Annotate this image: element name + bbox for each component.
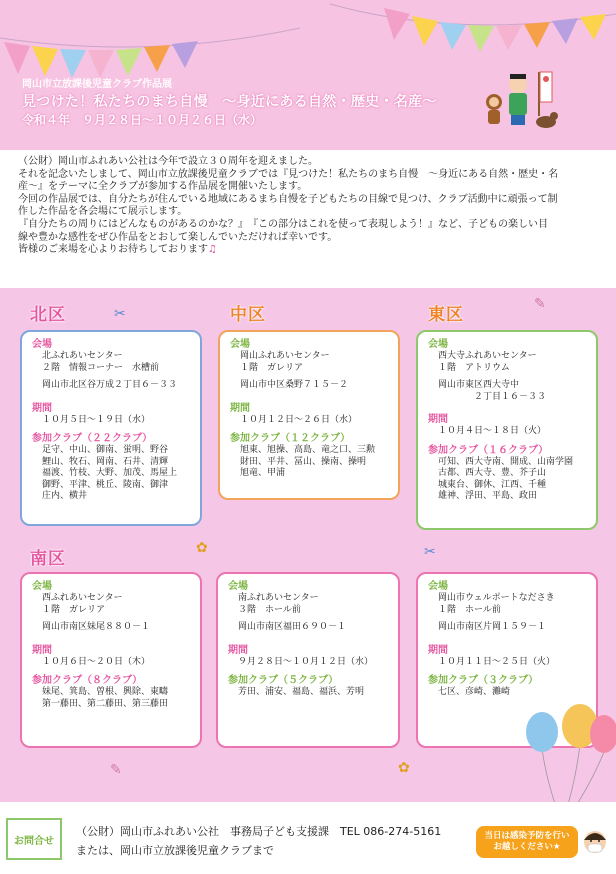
infection-notice-badge — [476, 826, 578, 858]
exhibition-title: 見つけた！私たちのまち自慢 ～身近にある自然・歴史・名産～ — [22, 94, 437, 110]
period-label: 期間 — [230, 402, 250, 414]
period-label: 期間 — [32, 402, 52, 414]
intro-line-last — [18, 244, 603, 257]
venue-floor: １階 ガレリア — [42, 604, 106, 615]
venue-address: 岡山市東区西大寺中 — [438, 380, 520, 390]
venue-address: 岡山市南区福田６９０－１ — [238, 622, 347, 632]
clubs-label: 参加クラブ（１２クラブ） — [230, 433, 351, 444]
period-value: １０月１２日～２６日（水） — [240, 414, 358, 425]
venue-label: 会場 — [228, 581, 248, 592]
club-list-line: 七区、彦崎、灘崎 — [438, 687, 511, 697]
club-list-line: 古都、西大寺、豊、芥子山 — [438, 468, 547, 478]
period-label: 期間 — [428, 414, 448, 425]
clubs-label: 参加クラブ（１６クラブ） — [428, 444, 549, 456]
intro-line: 線や豊かな感性をぜひ作品をとおして楽しんでいただければ幸いです。 — [18, 231, 338, 243]
exhibition-subtitle: 岡山市立放課後児童クラブ作品展 — [22, 79, 172, 90]
venue-address: 岡山市北区谷万成２丁目６－３３ — [42, 380, 178, 390]
club-list-line: 妹尾、箕島、曽根、興除、東疇 — [42, 687, 169, 697]
club-list-line: 庄内、横井 — [42, 491, 88, 501]
contact-line-2: または、岡山市立放課後児童クラブまで — [76, 844, 274, 857]
venue-label: 会場 — [32, 581, 52, 592]
intro-line: 作した作品を各会場にて展示します。 — [18, 206, 188, 218]
venue-card-higashi — [416, 330, 598, 530]
paint-tube-icon: ✎ — [534, 296, 546, 312]
venue-name: 北ふれあいセンター — [42, 351, 123, 361]
period-value: １０月４日～１８日（火） — [438, 426, 547, 436]
club-list-line: 雄神、浮田、平島、政田 — [438, 491, 538, 501]
ward-title-naka: 中区 — [230, 305, 266, 325]
contact-info — [76, 822, 441, 860]
glue-bottle-icon: ✿ — [398, 760, 410, 776]
intro-line: 『自分たちの周りにはどんなものがあるのかな？』 『この部分はこれを使って表現しよう！』など、子どもの楽しい目 — [18, 218, 548, 230]
club-list-line: 第一藤田、第二藤田、第三藤田 — [42, 698, 169, 709]
venue-floor: ２階 情報コーナー 水槽前 — [42, 362, 160, 373]
momotaro-illustration-icon — [480, 62, 560, 134]
ward-title-kita: 北区 — [30, 305, 66, 325]
venue-address: 岡山市南区片岡１５９－１ — [438, 622, 547, 632]
clubs-label: 参加クラブ（８クラブ） — [32, 675, 143, 686]
scissors-icon: ✂ — [114, 306, 126, 322]
scissors-icon: ✂ — [424, 544, 436, 560]
ward-title-higashi: 東区 — [428, 305, 464, 325]
clubs-label: 参加クラブ（２２クラブ） — [32, 433, 153, 444]
intro-line: （公財）岡山市ふれあい公社は今年で設立３０周年を迎えました。 — [18, 156, 318, 167]
venue-floor: １階 アトリウム — [438, 362, 510, 373]
clubs-label: 参加クラブ（５クラブ） — [228, 675, 339, 686]
masked-person-icon — [582, 828, 608, 858]
club-list-line: 御野、平津、桃丘、陵南、御津 — [42, 479, 169, 490]
venue-name: 岡山ふれあいセンター — [240, 351, 330, 361]
contact-line-1: （公財）岡山市ふれあい公社 事務局子ども支援課 TEL 086-274-5161 — [76, 825, 442, 838]
period-label: 期間 — [428, 644, 448, 656]
venue-name: 南ふれあいセンター — [238, 593, 319, 603]
club-list-line: 芳田、浦安、福島、福浜、芳明 — [238, 687, 365, 697]
notice-line-1: 当日は感染予防を行い — [484, 831, 570, 841]
intro-line: 皆様のご来場を心よりお待ちしております — [18, 244, 208, 256]
venue-card-kita — [20, 330, 202, 526]
venue-address: 岡山市中区桑野７１５－２ — [240, 380, 349, 390]
contact-label-box — [6, 818, 62, 860]
period-label: 期間 — [228, 644, 248, 656]
venue-name: 西大寺ふれあいセンター — [438, 351, 537, 361]
venue-label: 会場 — [230, 339, 250, 350]
club-list-line: 城東台、御休、江西、千種 — [438, 479, 547, 490]
header-banner — [0, 0, 616, 150]
club-list-line: 足守、中山、御南、蛍明、野谷 — [42, 445, 169, 455]
intro-text — [18, 156, 603, 257]
contact-label: お問合せ — [14, 835, 54, 847]
club-list-line: 旭竜、甲浦 — [240, 468, 286, 478]
club-list-line: 旭東、旭操、高島、竜之口、三勲 — [240, 445, 376, 455]
intro-line: 今回の作品展では、自分たちが住んでいる地域にあるまち自慢を子どもたちの目線で見つけ、クラブ活動中に頑張って制 — [18, 193, 558, 205]
venue-name: 西ふれあいセンター — [42, 593, 123, 603]
clubs-label: 参加クラブ（３クラブ） — [428, 675, 539, 686]
period-value: ９月２８日～１０月１２日（水） — [238, 656, 374, 667]
ward-title-minami: 南区 — [30, 549, 66, 569]
venue-card-minami-nishi — [20, 572, 202, 748]
period-value: １０月６日～２０日（木） — [42, 656, 151, 667]
period-value: １０月１１日～２５日（火） — [438, 656, 556, 667]
venue-label: 会場 — [428, 581, 448, 592]
club-list-line: 財田、平井、冨山、操南、操明 — [240, 456, 367, 467]
venue-floor: ３階 ホール前 — [238, 604, 301, 615]
paint-tube-icon: ✎ — [110, 762, 122, 778]
venue-floor: １階 ホール前 — [438, 604, 501, 615]
music-note-icon: ♫ — [208, 244, 217, 256]
exhibition-date: 令和４年 ９月２８日～１０月２６日（水） — [22, 113, 263, 127]
intro-line: 産～』をテーマに全クラブが参加する作品展を開催いたします。 — [18, 181, 308, 193]
venue-card-naka — [218, 330, 400, 500]
period-label: 期間 — [32, 644, 52, 656]
notice-line-2: お越しください★ — [493, 842, 561, 852]
venue-card-minami-minami — [216, 572, 400, 748]
venue-address: 岡山市南区妹尾８８０－１ — [42, 622, 151, 632]
venue-label: 会場 — [428, 339, 448, 350]
period-value: １０月５日～１９日（水） — [42, 414, 151, 425]
venue-address: ２丁目１６－３３ — [438, 391, 547, 402]
glue-bottle-icon: ✿ — [196, 540, 208, 556]
venue-name: 岡山市ウェルポートなださき — [438, 593, 555, 603]
club-list-line: 可知、西大寺南、開成、山南学園 — [438, 456, 574, 467]
venue-floor: １階 ガレリア — [240, 362, 304, 373]
club-list-line: 鯉山、牧石、岡南、石井、清輝 — [42, 456, 169, 467]
intro-line: それを記念いたしまして、岡山市立放課後児童クラブでは『見つけた！私たちのまち自慢 ～身近にある自然・歴史・名 — [18, 168, 559, 180]
club-list-line: 福渡、竹枝、大野、加茂、馬屋上 — [42, 468, 178, 478]
venue-label: 会場 — [32, 339, 52, 350]
